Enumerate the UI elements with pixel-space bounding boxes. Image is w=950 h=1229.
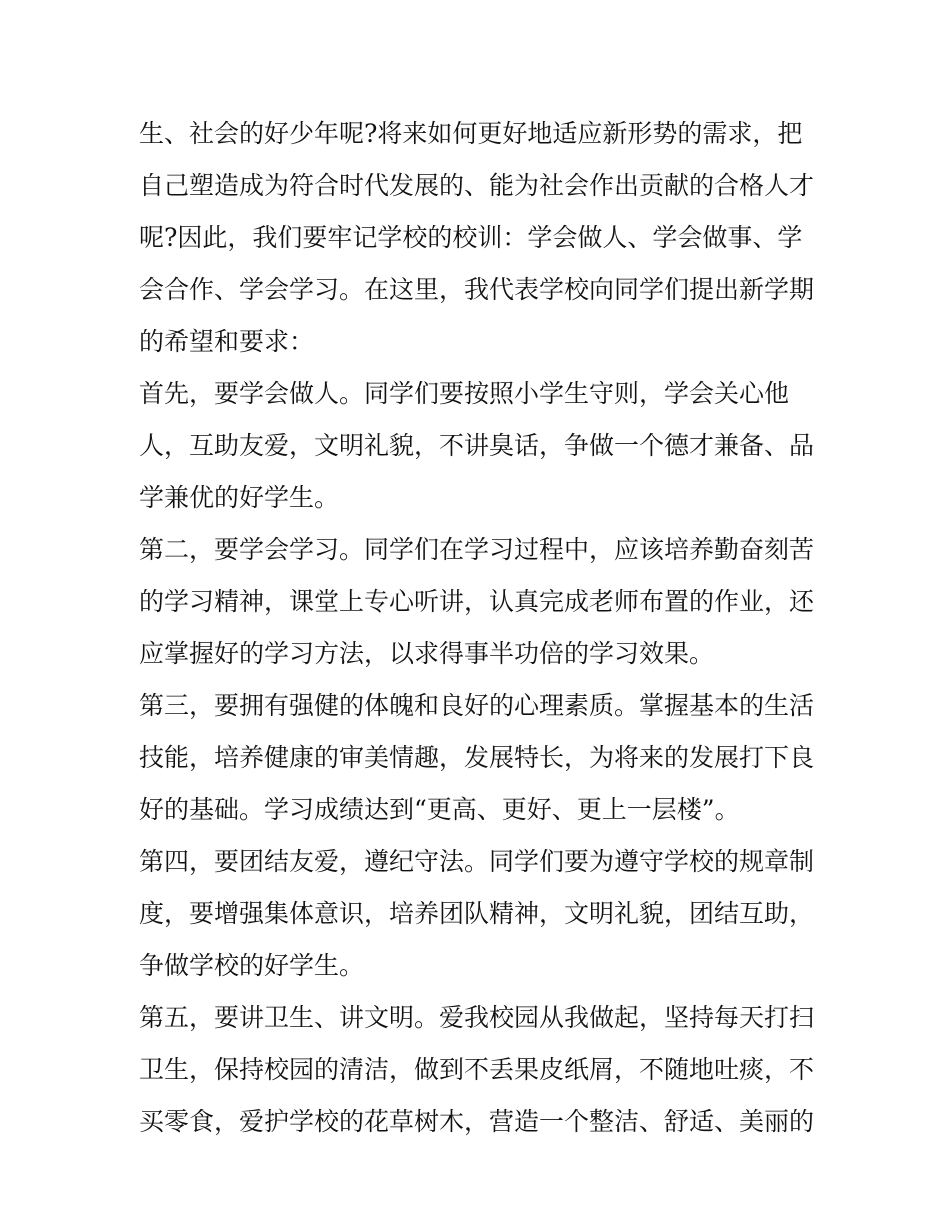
text-line: 卫生，保持校园的清洁，做到不丢果皮纸屑，不随地吐痰，不 [139, 1055, 815, 1084]
paragraph-first-start: 首先，要学会做人。同学们要按照小学生守则，学会关心他 [139, 379, 790, 408]
paragraph-fourth-start: 第四，要团结友爱，遵纪守法。同学们要为遵守学校的规章制 [139, 847, 815, 876]
paragraph-fifth-start: 第五，要讲卫生、讲文明。爱我校园从我做起，坚持每天打扫 [139, 1003, 815, 1032]
text-line: 买零食，爱护学校的花草树木，营造一个整洁、舒适、美丽的 [139, 1107, 815, 1136]
text-line: 应掌握好的学习方法，以求得事半功倍的学习效果。 [139, 639, 715, 668]
text-line: 会合作、学会学习。在这里，我代表学校向同学们提出新学期 [139, 275, 815, 304]
text-line: 技能，培养健康的审美情趣，发展特长，为将来的发展打下良 [139, 743, 815, 772]
text-line: 的学习精神，课堂上专心听讲，认真完成老师布置的作业，还 [139, 587, 815, 616]
text-line: 好的基础。学习成绩达到“更高、更好、更上一层楼”。 [139, 795, 740, 824]
text-line: 学兼优的好学生。 [139, 483, 340, 512]
body-text [139, 108, 819, 1148]
text-line: 争做学校的好学生。 [139, 951, 365, 980]
text-line: 自己塑造成为符合时代发展的、能为社会作出贡献的合格人才 [139, 171, 815, 200]
text-line: 生、社会的好少年呢?将来如何更好地适应新形势的需求，把 [139, 119, 803, 148]
text-line: 度，要增强集体意识，培养团队精神，文明礼貌，团结互助， [139, 899, 815, 928]
paragraph-third-start: 第三，要拥有强健的体魄和良好的心理素质。掌握基本的生活 [139, 691, 815, 720]
paragraph-second-start: 第二，要学会学习。同学们在学习过程中，应该培养勤奋刻苦 [139, 535, 815, 564]
text-line: 呢?因此，我们要牢记学校的校训：学会做人、学会做事、学 [139, 223, 803, 252]
text-line: 人，互助友爱，文明礼貌，不讲臭话，争做一个德才兼备、品 [139, 431, 815, 460]
text-line: 的希望和要求： [139, 327, 315, 356]
